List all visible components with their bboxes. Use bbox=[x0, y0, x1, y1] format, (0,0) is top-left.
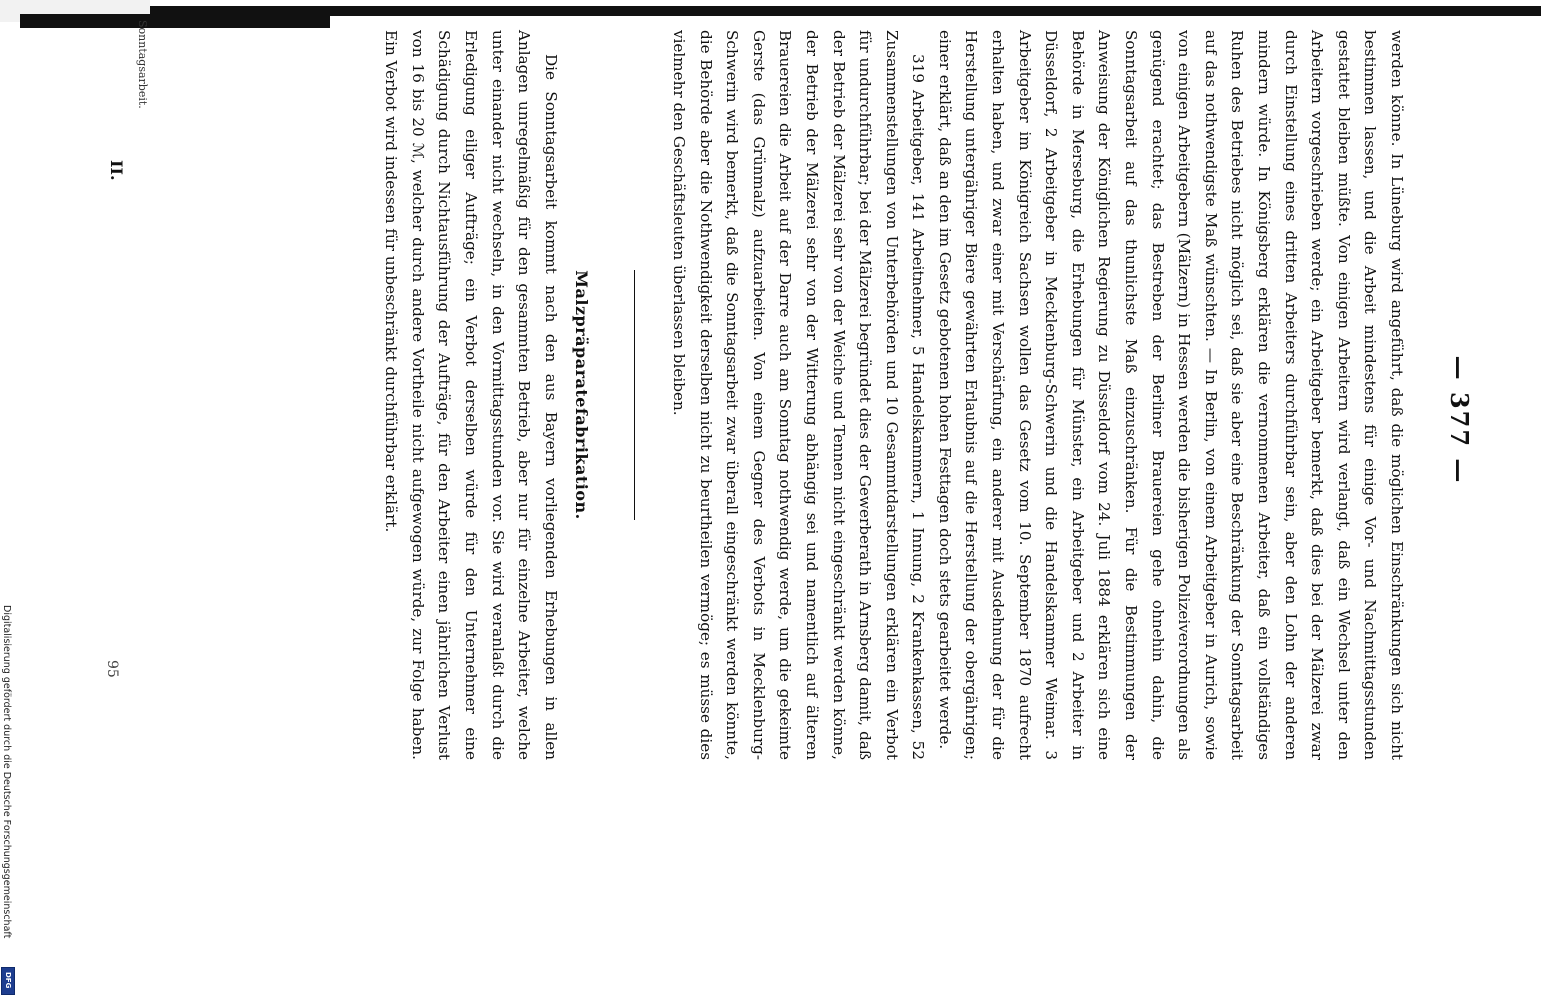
leaf-number-text: 95 bbox=[104, 660, 120, 678]
credit-text: Digitalisierung gefördert durch die Deutsche Forschungsgemeinschaft bbox=[1, 605, 12, 939]
section-heading: Malzpräparatefabrikation. bbox=[572, 270, 592, 520]
page-number: — 377 — bbox=[1445, 355, 1474, 485]
section-number-text: II. bbox=[107, 160, 126, 181]
running-head-text: Sonntagsarbeit. bbox=[136, 20, 149, 109]
dfg-logo-text: DFG bbox=[4, 972, 12, 989]
paragraph: Die Sonntagsarbeit kommt nach den aus Bayern vorliegenden Erhebungen in allen Anlagen unregelmäßig für den gesammten Betrieb, aber nur für einzelne Arbeiter, welche unter einander nicht wechseln, in den Vormittagsstunden vor. Sie wird veranlaßt durch die Erledigung eiliger Aufträge; ein Verbot derselben würde für den Unternehmer eine Schädigung durch Nichtausführung der Aufträge, für den Arbeiter einen jährlichen Verlust von 16 bis 20 ℳ, welcher durch andere Vortheile nicht aufgewogen würde, zur Folge haben. Ein Verbot wird indessen für unbeschränkt durchführbar erklärt. bbox=[382, 30, 560, 760]
running-head bbox=[125, 20, 155, 220]
digitization-credit bbox=[0, 605, 14, 1000]
leaf-number bbox=[102, 660, 122, 690]
page-content bbox=[230, 0, 1490, 780]
paragraph: werden könne. In Lüneburg wird angeführt, daß die möglichen Einschränkungen sich nicht bestimmen lassen, und die Arbeit mindestens für einige Vor- und Nachmittagsstunden gestattet bleiben müßte. Von einigen Arbeitern wird verlangt, daß ein Wechsel unter den Arbeitern vorgeschrieben werde; ein Arbeitgeber bemerkt, daß dies bei der Mälzerei zwar durch Einstellung eines dritten Arbeiters durchführbar sein, aber den Lohn der anderen mindern würde. In Königsberg erklären die vernommenen Arbeiter, daß ein vollständiges Ruhen des Betriebes nicht möglich sei, daß sie aber eine Beschränkung der Sonntagsarbeit auf das nothwendigste Maß wünschten. — In Berlin, von einem Arbeitgeber in Aurich, sowie von einigen Arbeitgebern (Mälzern) in Hessen werden die bisherigen Polizeiverordnungen als genügend erachtet; das Bestreben der Berliner Brauereien gehe ohnehin dahin, die Sonntagsarbeit auf das thunlichste Maß einzuschränken. Für die Bestimmungen der Anweisung der Königlichen Regierung zu Düsseldorf vom 24. Juli 1884 erklären sich eine Behörde in Merseburg, die Erhebungen für Münster, ein Arbeitgeber und 2 Arbeiter in Düsseldorf, 2 Arbeitgeber in Mecklenburg-Schwerin und die Handelskammer Weimar. 3 Arbeitgeber im Königreich Sachsen wollen das Gesetz vom 10. September 1870 aufrecht erhalten haben, und zwar einer mit Verschärfung, ein anderer mit Ausdehnung der für die Herstellung untergähriger Biere gewährten Erlaubnis auf die Herstellung der obergährigen; einer erklärt, daß an den im Gesetz gebotenen hohen Festtagen doch stets gearbeitet werde. bbox=[935, 30, 1406, 760]
scanned-page bbox=[230, 0, 1490, 780]
body-text bbox=[378, 30, 1410, 760]
section-number bbox=[106, 160, 128, 190]
section-divider bbox=[634, 270, 635, 520]
dfg-logo-icon bbox=[1, 967, 15, 995]
paragraph: 319 Arbeitgeber, 141 Arbeitnehmer, 5 Handelskammern, 1 Innung, 2 Krankenkassen, 52 Zusammenstellungen von Unterbehörden und 10 Gesammtdarstellungen erklären ein Verbot für undurchführbar; bei der Mälzerei begründet dies der Gewerberath in Arnsberg damit, daß der Betrieb der Mälzerei sehr von der Weiche und Tennen nicht eingeschränkt werden könne, der Betrieb der Mälzerei sehr von der Witterung abhängig sei und namentlich auf älteren Brauereien die Arbeit auf der Darre auch am Sonntag nothwendig werde, um die gekeimte Gerste (das Grünmalz) aufzuarbeiten. Von einem Gegner des Verbots in Mecklenburg-Schwerin wird bemerkt, daß die Sonntagsarbeit zwar überall eingeschränkt werden könnte, die Behörde aber die Nothwendigkeit derselben nicht zu beurtheilen vermöge; es müsse dies vielmehr den Geschäftsleuten überlassen bleiben. bbox=[669, 30, 928, 760]
